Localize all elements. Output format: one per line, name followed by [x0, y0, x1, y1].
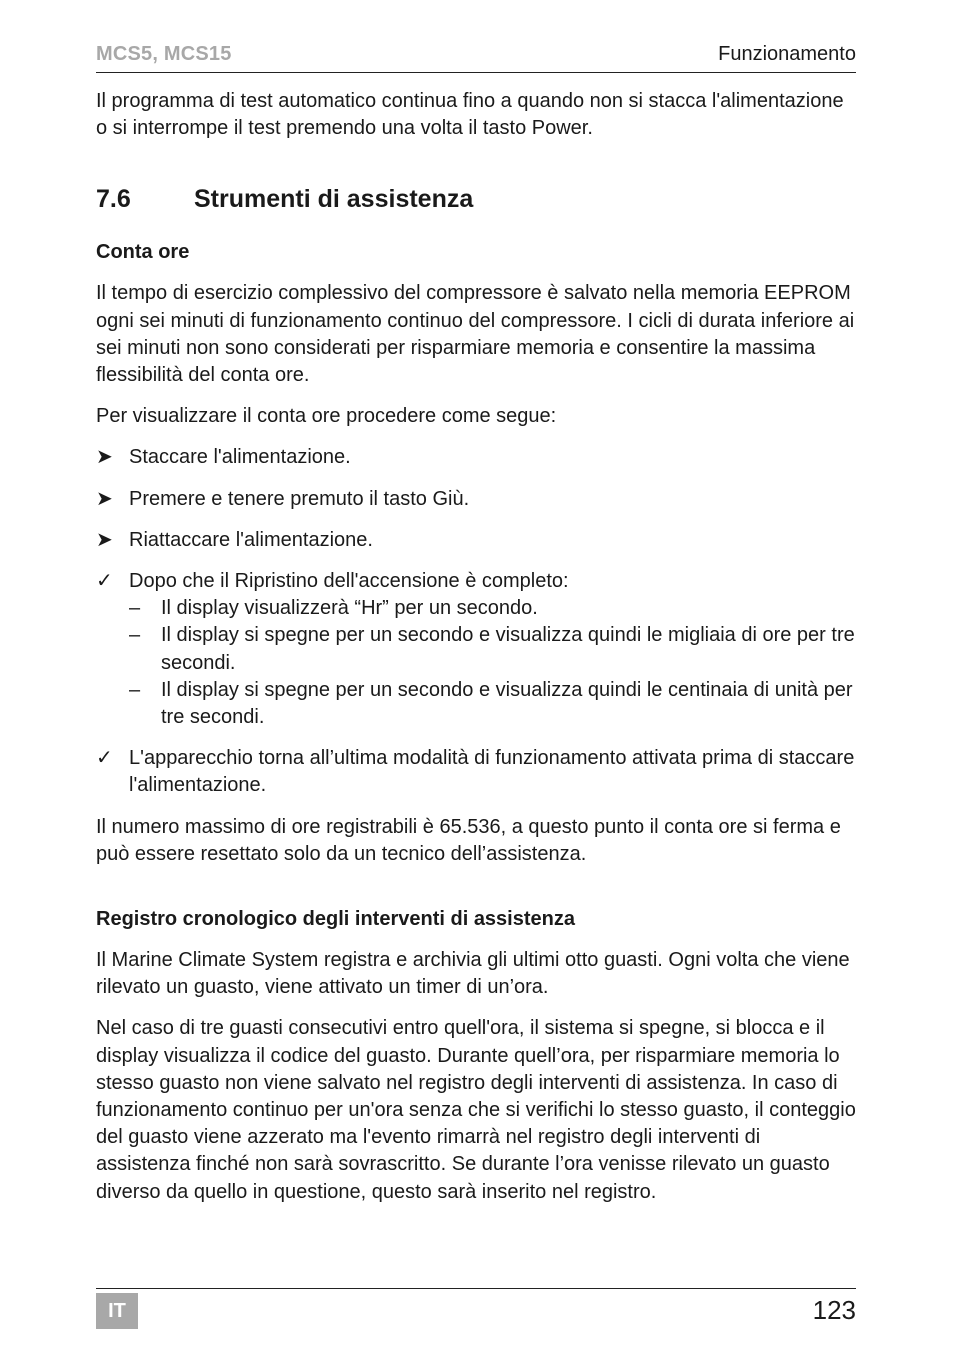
- list-item-text: Il display visualizzerà “Hr” per un secondo.: [161, 597, 538, 620]
- list-item: [129, 595, 858, 622]
- dash-bullet: –: [129, 597, 141, 620]
- list-item-text: Il display si spegne per un secondo e visualizza quindi le centinaia di unità per tre secondi.: [161, 678, 853, 729]
- section-title: Strumenti di assistenza: [194, 185, 474, 214]
- conta-ore-paragraph-3: Il numero massimo di ore registrabili è 65.536, a questo punto il conta ore si ferma e può essere resettato solo da un tecnico dell’assistenza.: [96, 815, 841, 865]
- instruction-step-text: Staccare l'alimentazione.: [129, 446, 351, 469]
- registro-paragraph-2: Nel caso di tre guasti consecutivi entro quell'ora, il sistema si spegne, si blocca e il display visualizza il codice del guasto. Durante quell’ora, per risparmiare memoria lo stesso guasto non viene salvato nel registro degli interventi di assistenza. In caso di funzionamento continuo per un'ora senza che si verifichi lo stesso guasto, il conteggio del guasto viene azzerato ma l'evento rimarrà nel registro degli interventi di assistenza finché non sarà sovrascritto. Se durante l’ora venisse rilevato un guasto diverso da quello in questione, questo sarà inserito nel registro.: [96, 1017, 856, 1203]
- conta-ore-paragraph-1: Il tempo di esercizio complessivo del compressore è salvato nella memoria EEPROM ogni sei minuti di funzionamento continuo del compressore. I cicli di durata inferiore ai sei minuti non sono considerati per risparmiare memoria e consentire la massima flessibilità del conta ore.: [96, 282, 855, 387]
- page-number: 123: [812, 1295, 856, 1325]
- language-badge: IT: [96, 1293, 138, 1329]
- result-item: [96, 745, 858, 799]
- dash-bullet: –: [129, 624, 141, 647]
- instruction-step-text: Premere e tenere premuto il tasto Giù.: [129, 487, 470, 510]
- header-model: MCS5, MCS15: [96, 43, 232, 65]
- header-chapter: Funzionamento: [718, 43, 856, 65]
- instruction-step: [96, 527, 858, 554]
- section-heading: [96, 184, 858, 214]
- subheading-registro: Registro cronologico degli interventi di assistenza: [96, 908, 575, 931]
- registro-paragraph-1: Il Marine Climate System registra e archivia gli ultimi otto guasti. Ogni volta che viene rilevato un guasto, viene attivato un timer di un’ora.: [96, 949, 850, 999]
- checkmark-icon: ✓: [96, 747, 113, 770]
- result-item-text: L'apparecchio torna all’ultima modalità di funzionamento attivata prima di staccare l'alimentazione.: [129, 747, 855, 797]
- instruction-step-text: Riattaccare l'alimentazione.: [129, 528, 373, 551]
- result-item: [96, 568, 858, 731]
- arrow-icon: ➤: [96, 446, 113, 469]
- list-item-text: Il display si spegne per un secondo e visualizza quindi le migliaia di ore per tre secondi.: [161, 624, 855, 674]
- result-sublist: [129, 595, 858, 731]
- subheading-conta-ore: Conta ore: [96, 241, 190, 264]
- instruction-step: [96, 444, 858, 471]
- section-number: 7.6: [96, 185, 131, 214]
- dash-bullet: –: [129, 678, 141, 701]
- page-header: [96, 40, 856, 73]
- instruction-step: [96, 486, 858, 513]
- checkmark-icon: ✓: [96, 570, 113, 593]
- page-footer: [96, 1288, 856, 1333]
- arrow-icon: ➤: [96, 487, 113, 510]
- intro-paragraph: Il programma di test automatico continua fino a quando non si stacca l'alimentazione o si interrompe il test premendo una volta il tasto Power.: [96, 90, 844, 140]
- list-item: [129, 677, 858, 731]
- list-item: [129, 622, 858, 676]
- conta-ore-paragraph-2: Per visualizzare il conta ore procedere come segue:: [96, 405, 557, 428]
- arrow-icon: ➤: [96, 528, 113, 551]
- result-item-text: Dopo che il Ripristino dell'accensione è completo:: [129, 570, 569, 593]
- page-content: [96, 88, 858, 1220]
